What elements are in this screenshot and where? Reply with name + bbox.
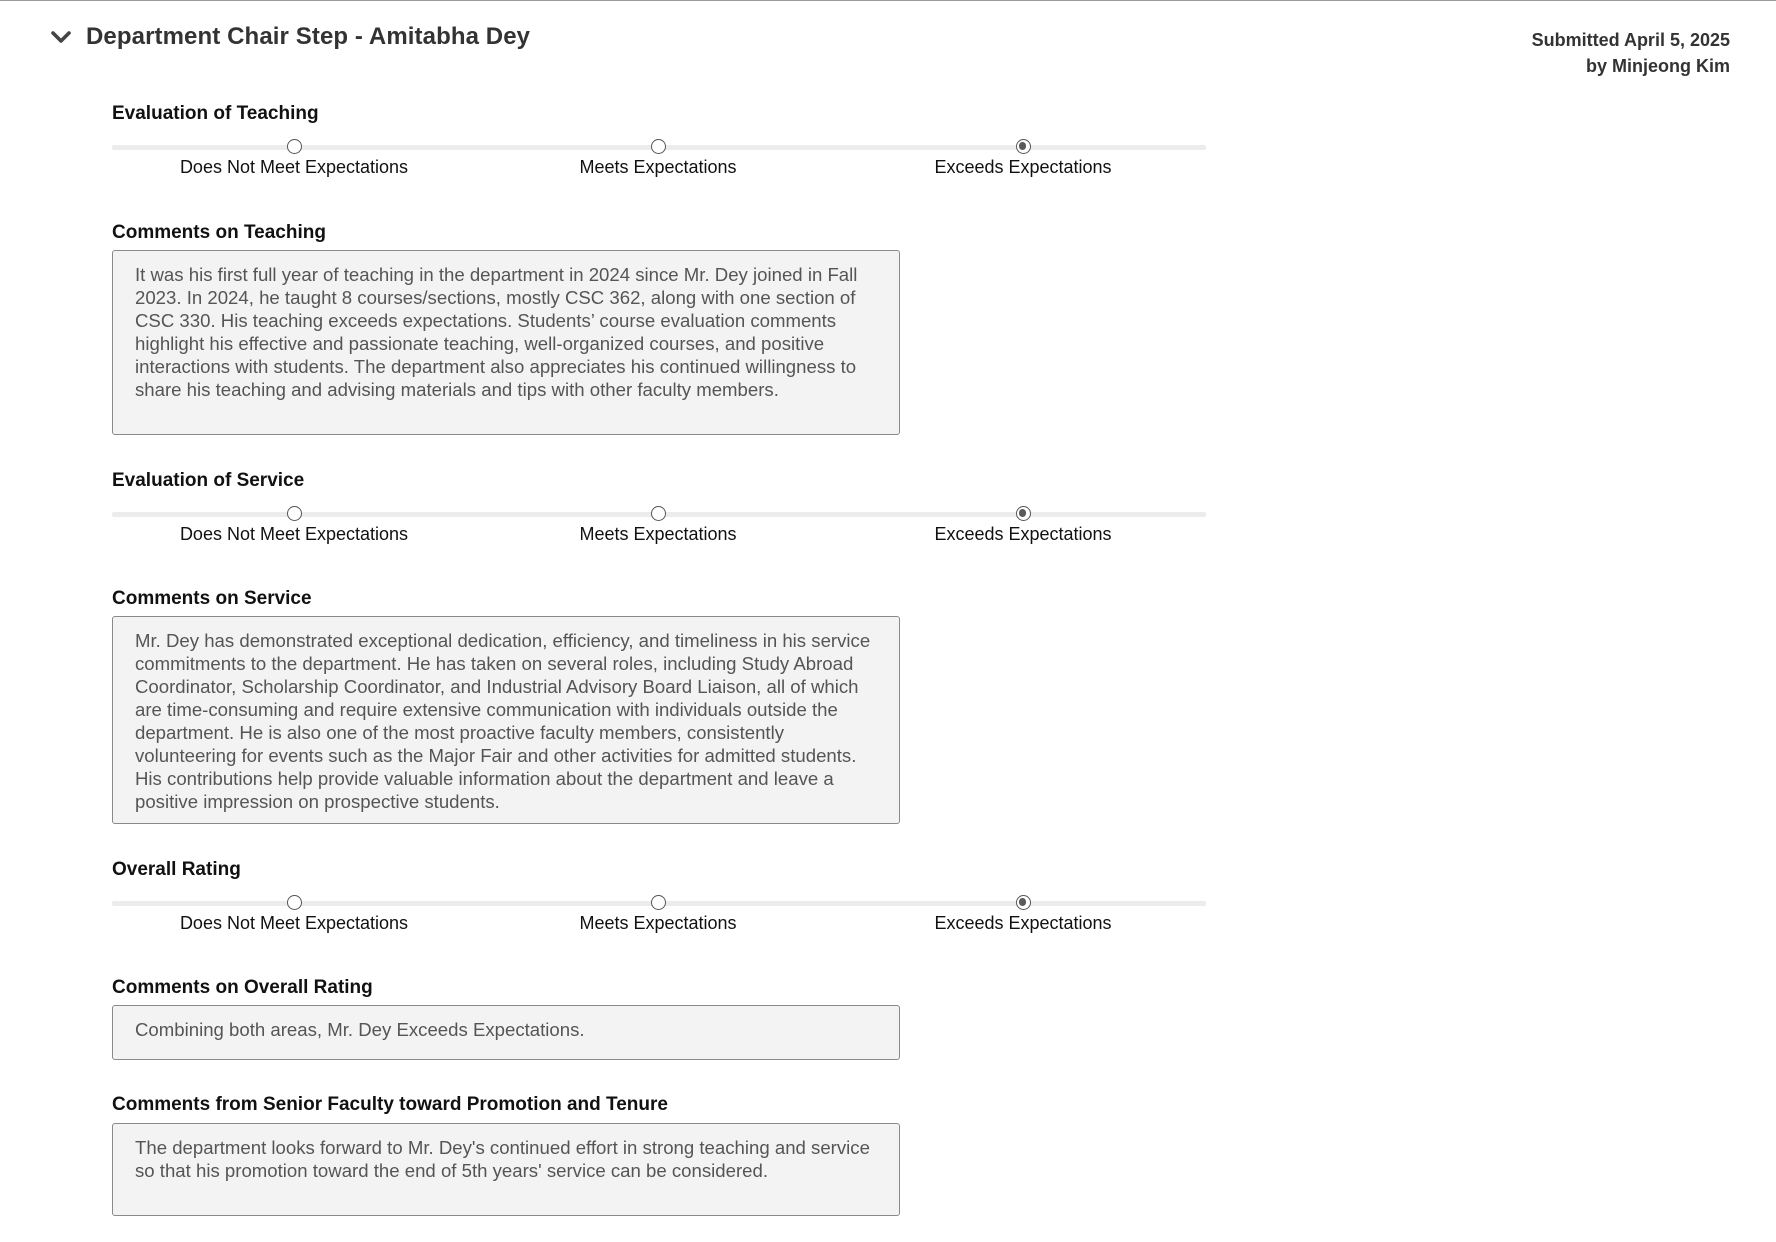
submitted-date: Submitted April 5, 2025 <box>1531 30 1730 50</box>
senior-faculty-comments-label: Comments from Senior Faculty toward Promotion and Tenure <box>112 1094 668 1115</box>
service-comments-label: Comments on Service <box>112 588 312 609</box>
option-label: Does Not Meet Expectations <box>179 524 409 544</box>
submission-info <box>1532 27 1730 79</box>
teaching-option-exceeds[interactable] <box>873 133 1173 178</box>
teaching-option-meets[interactable] <box>508 133 808 178</box>
option-label: Exceeds Expectations <box>934 157 1112 177</box>
option-label: Meets Expectations <box>579 524 737 544</box>
radio-button[interactable] <box>651 895 666 910</box>
radio-button[interactable] <box>287 506 302 521</box>
overall-comments-label: Comments on Overall Rating <box>112 977 373 998</box>
teaching-rating-scale <box>112 133 1206 179</box>
teaching-comments-label: Comments on Teaching <box>112 222 326 243</box>
service-comments-box[interactable]: Mr. Dey has demonstrated exceptional dedication, efficiency, and timeliness in his service commitments to the department. He has taken on several roles, including Study Abroad Coordinator, Scholarship Coordinator, and Industrial Advisory Board Liaison, all of which are time-consuming and require extensive communication with individuals outside the department. He is also one of the most proactive faculty members, consistently volunteering for events such as the Major Fair and other activities for admitted students. His contributions help provide valuable information about the department and leave a positive impression on prospective students. <box>112 616 900 824</box>
service-option-meets[interactable] <box>508 500 808 545</box>
radio-button[interactable] <box>651 139 666 154</box>
submitted-by: by Minjeong Kim <box>1586 56 1730 76</box>
overall-option-does-not-meet[interactable] <box>144 889 444 934</box>
overall-rating-scale <box>112 889 1206 935</box>
option-label: Meets Expectations <box>579 913 737 933</box>
option-label: Meets Expectations <box>579 157 737 177</box>
service-rating-scale <box>112 500 1206 546</box>
service-evaluation-label: Evaluation of Service <box>112 470 305 491</box>
radio-button[interactable] <box>287 139 302 154</box>
option-label: Does Not Meet Expectations <box>179 157 409 177</box>
option-label: Exceeds Expectations <box>934 524 1112 544</box>
overall-comments-box[interactable]: Combining both areas, Mr. Dey Exceeds Expectations. <box>112 1005 900 1060</box>
teaching-evaluation-label: Evaluation of Teaching <box>112 103 319 124</box>
teaching-comments-box[interactable]: It was his first full year of teaching in the department in 2024 since Mr. Dey joined in Fall 2023. In 2024, he taught 8 courses/sections, mostly CSC 362, along with one section of CSC 330. His teaching exceeds expectations. Students’ course evaluation comments highlight his effective and passionate teaching, well-organized courses, and positive interactions with students. The department also appreciates his continued willingness to share his teaching and advising materials and tips with other faculty members. <box>112 250 900 435</box>
radio-button[interactable] <box>1016 895 1031 910</box>
chevron-down-icon[interactable] <box>48 24 74 50</box>
radio-button[interactable] <box>287 895 302 910</box>
teaching-option-does-not-meet[interactable] <box>144 133 444 178</box>
step-title: Department Chair Step - Amitabha Dey <box>86 23 531 50</box>
overall-rating-label: Overall Rating <box>112 859 241 880</box>
radio-button[interactable] <box>1016 506 1031 521</box>
service-option-exceeds[interactable] <box>873 500 1173 545</box>
overall-option-exceeds[interactable] <box>873 889 1173 934</box>
radio-button[interactable] <box>651 506 666 521</box>
radio-button[interactable] <box>1016 139 1031 154</box>
option-label: Exceeds Expectations <box>934 913 1112 933</box>
senior-faculty-comments-box[interactable]: The department looks forward to Mr. Dey's continued effort in strong teaching and service so that his promotion toward the end of 5th years' service can be considered. <box>112 1123 900 1216</box>
step-header <box>48 23 530 51</box>
service-option-does-not-meet[interactable] <box>144 500 444 545</box>
option-label: Does Not Meet Expectations <box>179 913 409 933</box>
overall-option-meets[interactable] <box>508 889 808 934</box>
